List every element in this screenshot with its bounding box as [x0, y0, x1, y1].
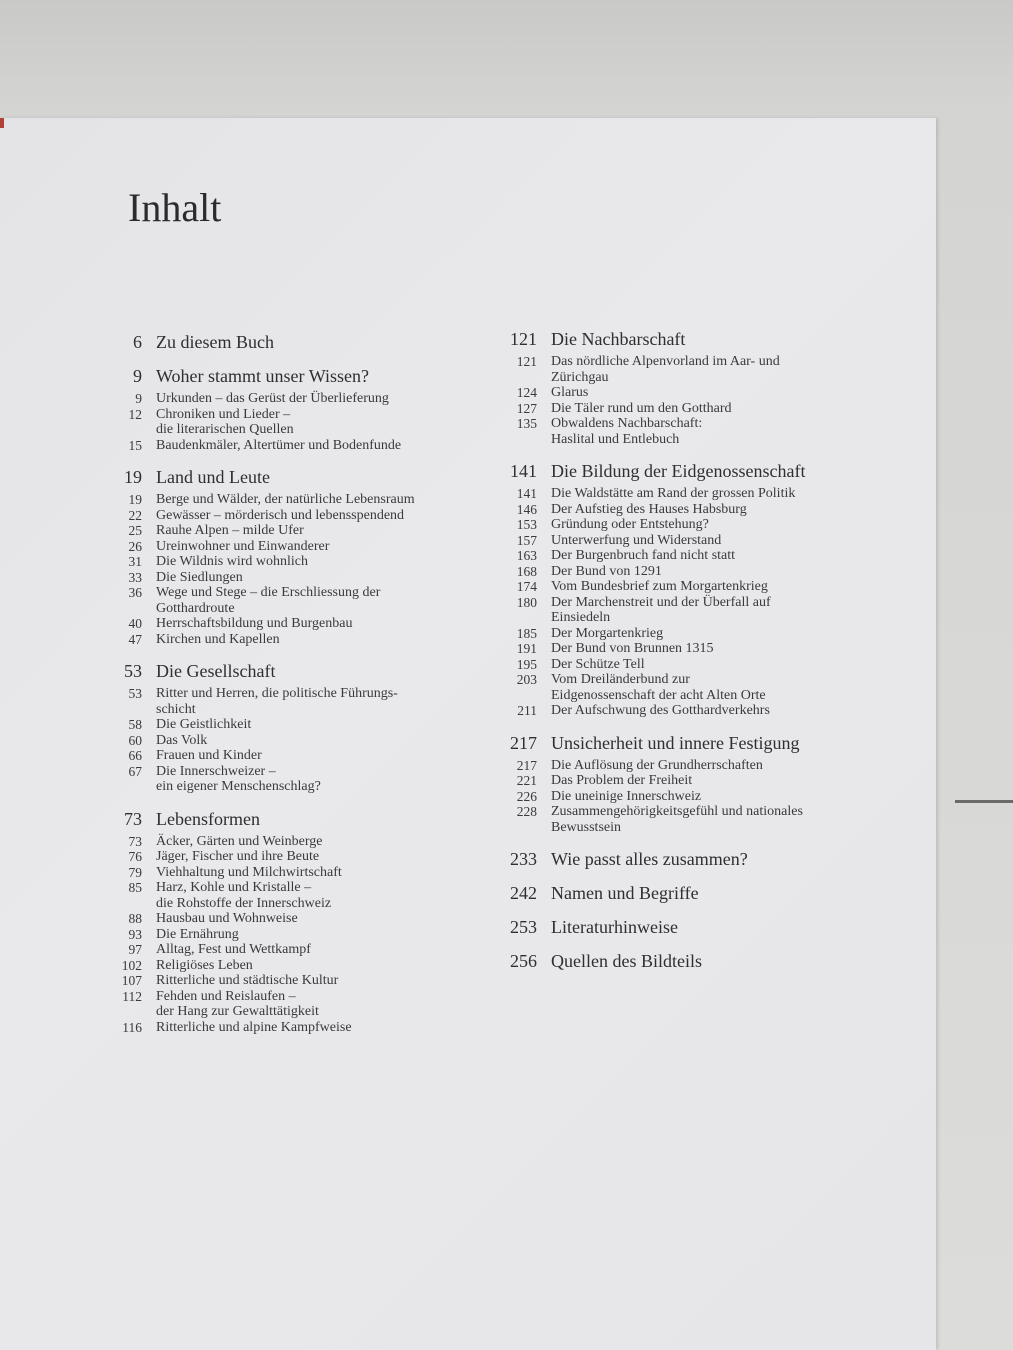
toc-entry: [507, 758, 907, 774]
section-title: Die Nachbarschaft: [551, 329, 686, 349]
entry-title: [551, 517, 907, 533]
entry-line: Das nördliche Alpenvorland im Aar- und: [551, 354, 780, 369]
entry-page-number: 127: [516, 400, 537, 416]
entry-page-number: 157: [516, 532, 537, 548]
toc-entry: [112, 989, 492, 1020]
section-title: Die Bildung der Eidgenossenschaft: [551, 461, 806, 481]
entry-title: [551, 626, 907, 642]
page-edge-line: [955, 800, 1013, 803]
toc-section: [112, 366, 492, 453]
toc-section: [112, 332, 492, 352]
entry-title: [156, 849, 492, 865]
toc-entry: [112, 492, 492, 508]
entry-page-number: 211: [517, 703, 537, 718]
section-heading: [507, 951, 907, 971]
toc-entry: [507, 416, 907, 447]
entry-page-number: 47: [128, 631, 142, 647]
entry-line: Herrschaftsbildung und Burgenbau: [156, 616, 353, 631]
entry-line: Äcker, Gärten und Weinberge: [156, 833, 323, 849]
toc-entry: [507, 579, 907, 595]
entry-page-number: 124: [516, 385, 537, 400]
entry-page-number: 195: [516, 656, 537, 672]
toc-entry: [112, 764, 492, 795]
entry-line: Der Bund von 1291: [551, 563, 662, 579]
entry-page-number: 102: [121, 957, 142, 973]
entry-line: Rauhe Alpen – milde Ufer: [156, 523, 304, 538]
toc-section: [507, 883, 907, 903]
entry-title: [156, 570, 492, 586]
entry-line: schicht: [156, 701, 196, 717]
entry-line: Gewässer – mörderisch und lebensspendend: [156, 507, 405, 523]
entry-title: [551, 773, 907, 789]
entry-title: [156, 686, 492, 717]
section-heading: [112, 809, 492, 829]
toc-entry: [112, 570, 492, 586]
toc-entry: [507, 773, 907, 789]
entry-page-number: 85: [128, 880, 142, 895]
toc-entry: [112, 632, 492, 648]
toc-entry: [112, 585, 492, 616]
entry-line: Fehden und Reislaufen –: [156, 988, 296, 1004]
section-heading: [507, 733, 907, 753]
section-title: Wie passt alles zusammen?: [551, 849, 748, 869]
entry-page-number: 116: [122, 1019, 142, 1035]
section-page-number: 53: [124, 661, 142, 681]
toc-entry: [507, 564, 907, 580]
entry-title: [551, 703, 907, 719]
toc-entry: [112, 865, 492, 881]
section-heading: [507, 917, 907, 937]
section-title: Woher stammt unser Wissen?: [156, 366, 369, 386]
toc-entry: [112, 973, 492, 989]
section-title: Zu diesem Buch: [156, 332, 274, 352]
entry-line: Frauen und Kinder: [156, 748, 262, 763]
section-heading: [112, 366, 492, 386]
entry-title: [156, 958, 492, 974]
entry-title: [156, 554, 492, 570]
page-spine-mark: [0, 118, 4, 128]
toc-entry: [507, 789, 907, 805]
toc-section: [112, 809, 492, 1036]
entry-page-number: 9: [135, 391, 142, 406]
toc-entry: [507, 804, 907, 835]
entry-title: [156, 764, 492, 795]
entry-line: Glarus: [551, 385, 589, 400]
entry-page-number: 12: [128, 406, 142, 422]
section-heading: [112, 467, 492, 487]
toc-entry: [507, 641, 907, 657]
section-page-number: 217: [510, 732, 537, 753]
section-heading: [507, 461, 907, 481]
toc-entry: [507, 354, 907, 385]
toc-entry: [112, 508, 492, 524]
entry-line: Gotthardroute: [156, 600, 235, 616]
section-page-number: 233: [510, 849, 537, 869]
entry-line: Ritterliche und alpine Kampfweise: [156, 1019, 352, 1035]
entry-line: Die uneinige Innerschweiz: [551, 788, 702, 804]
entry-line: Vom Bundesbrief zum Morgartenkrieg: [551, 579, 768, 594]
entry-line: Das Volk: [156, 732, 208, 748]
toc-entry: [507, 657, 907, 673]
entry-line: Einsiedeln: [551, 610, 611, 625]
section-heading: [507, 329, 907, 349]
toc-section: [507, 951, 907, 971]
toc-entry: [112, 748, 492, 764]
entry-page-number: 31: [128, 554, 142, 569]
section-page-number: 19: [124, 467, 142, 487]
entry-line: Haslital und Entlebuch: [551, 431, 680, 447]
entry-line: ein eigener Menschenschlag?: [156, 779, 321, 794]
entry-title: [156, 865, 492, 881]
section-heading: [507, 883, 907, 903]
section-heading: [112, 661, 492, 681]
toc-entry: [507, 502, 907, 518]
section-page-number: 141: [510, 461, 537, 481]
entry-title: [551, 502, 907, 518]
entry-page-number: 141: [516, 486, 537, 501]
entry-page-number: 121: [516, 354, 537, 369]
entry-page-number: 153: [516, 517, 537, 532]
entry-page-number: 40: [128, 616, 142, 631]
toc-entry: [112, 539, 492, 555]
entry-title: [156, 438, 492, 454]
toc-section: [507, 329, 907, 447]
entry-title: [551, 657, 907, 673]
toc-entry: [112, 911, 492, 927]
entry-line: Ritterliche und städtische Kultur: [156, 973, 339, 988]
entry-line: Die Wildnis wird wohnlich: [156, 554, 308, 569]
entry-title: [551, 789, 907, 805]
entry-line: Das Problem der Freiheit: [551, 773, 693, 788]
toc-entry: [112, 616, 492, 632]
entry-page-number: 58: [128, 717, 142, 732]
section-page-number: 9: [133, 366, 142, 386]
entry-line: Unterwerfung und Widerstand: [551, 532, 722, 548]
entry-line: Chroniken und Lieder –: [156, 406, 291, 422]
entry-title: [551, 401, 907, 417]
entry-title: [156, 632, 492, 648]
entry-line: Jäger, Fischer und ihre Beute: [156, 849, 320, 864]
entry-line: Alltag, Fest und Wettkampf: [156, 942, 311, 957]
toc-entry: [507, 626, 907, 642]
entry-page-number: 53: [128, 686, 142, 701]
section-heading: [112, 332, 492, 352]
entry-title: [156, 391, 492, 407]
entry-title: [551, 416, 907, 447]
entry-line: Kirchen und Kapellen: [156, 631, 280, 647]
toc-entry: [112, 849, 492, 865]
toc-entry: [507, 401, 907, 417]
toc-entry: [112, 958, 492, 974]
toc-entry: [112, 438, 492, 454]
entry-page-number: 97: [128, 942, 142, 957]
entry-page-number: 60: [128, 732, 142, 748]
entry-title: [156, 1020, 492, 1036]
section-page-number: 242: [510, 883, 537, 903]
entry-line: Eidgenossenschaft der acht Alten Orte: [551, 687, 766, 703]
entry-line: Der Marchenstreit und der Überfall auf: [551, 594, 771, 610]
entry-title: [156, 927, 492, 943]
toc-entry: [112, 834, 492, 850]
entry-page-number: 146: [516, 501, 537, 517]
toc-column-right: [507, 329, 907, 971]
toc-entry: [507, 672, 907, 703]
entry-title: [551, 804, 907, 835]
entry-page-number: 135: [516, 416, 537, 431]
toc-entry: [112, 554, 492, 570]
entry-title: [156, 748, 492, 764]
entry-title: [156, 539, 492, 555]
toc-entry: [507, 548, 907, 564]
entry-line: Der Aufschwung des Gotthardverkehrs: [551, 703, 770, 718]
toc-entry: [112, 717, 492, 733]
entry-line: Die Täler rund um den Gotthard: [551, 400, 732, 416]
toc-entry: [507, 517, 907, 533]
entry-line: Harz, Kohle und Kristalle –: [156, 880, 312, 895]
entry-line: Der Aufstieg des Hauses Habsburg: [551, 501, 747, 517]
entry-line: Hausbau und Wohnweise: [156, 911, 298, 926]
entry-page-number: 79: [128, 864, 142, 880]
entry-line: Gründung oder Entstehung?: [551, 517, 709, 532]
toc-entry: [507, 595, 907, 626]
entry-page-number: 168: [516, 563, 537, 579]
entry-title: [156, 585, 492, 616]
section-title: Die Gesellschaft: [156, 661, 276, 681]
entry-page-number: 107: [121, 973, 142, 988]
toc-entry: [507, 703, 907, 719]
entry-line: Urkunden – das Gerüst der Überlieferung: [156, 391, 389, 406]
entry-page-number: 26: [128, 538, 142, 554]
section-title: Namen und Begriffe: [551, 883, 699, 903]
toc-entry: [112, 407, 492, 438]
entry-title: [551, 533, 907, 549]
section-title: Land und Leute: [156, 467, 270, 487]
entry-title: [156, 616, 492, 632]
entry-page-number: 221: [516, 773, 537, 788]
section-title: Unsicherheit und innere Festigung: [551, 732, 800, 753]
entry-page-number: 228: [516, 804, 537, 819]
entry-title: [156, 942, 492, 958]
entry-line: Bewusstsein: [551, 819, 621, 835]
toc-section: [507, 849, 907, 869]
entry-page-number: 93: [128, 926, 142, 942]
toc-entry: [507, 533, 907, 549]
entry-title: [156, 717, 492, 733]
entry-line: Baudenkmäler, Altertümer und Bodenfunde: [156, 437, 402, 453]
entry-title: [551, 641, 907, 657]
entry-page-number: 33: [128, 569, 142, 585]
entry-line: Berge und Wälder, der natürliche Lebensraum: [156, 492, 415, 507]
toc-entry: [507, 385, 907, 401]
section-title: Lebensformen: [156, 808, 260, 829]
toc-entry: [112, 942, 492, 958]
section-page-number: 73: [124, 808, 142, 829]
entry-title: [156, 911, 492, 927]
toc-entry: [112, 686, 492, 717]
entry-page-number: 226: [516, 788, 537, 804]
entry-title: [551, 354, 907, 385]
entry-line: Wege und Stege – die Erschliessung der: [156, 585, 381, 600]
entry-page-number: 180: [516, 594, 537, 610]
entry-line: Obwaldens Nachbarschaft:: [551, 416, 703, 431]
entry-line: Der Burgenbruch fand nicht statt: [551, 548, 736, 563]
entry-page-number: 191: [516, 641, 537, 656]
entry-line: die literarischen Quellen: [156, 422, 294, 437]
entry-line: der Hang zur Gewalttätigkeit: [156, 1004, 319, 1019]
section-page-number: 121: [510, 329, 537, 349]
entry-line: Viehhaltung und Milchwirtschaft: [156, 864, 342, 880]
toc-section: [507, 461, 907, 719]
entry-page-number: 25: [128, 523, 142, 538]
entry-title: [156, 880, 492, 911]
entry-page-number: 185: [516, 625, 537, 641]
entry-page-number: 66: [128, 748, 142, 763]
entry-line: Die Innerschweizer –: [156, 763, 276, 779]
entry-line: Die Ernährung: [156, 926, 239, 942]
section-page-number: 6: [133, 332, 142, 352]
entry-line: Die Waldstätte am Rand der grossen Politik: [551, 486, 796, 501]
toc-entry: [112, 391, 492, 407]
toc-column-left: [112, 332, 492, 1035]
entry-page-number: 174: [516, 579, 537, 594]
entry-title: [156, 834, 492, 850]
entry-page-number: 73: [128, 833, 142, 849]
entry-line: Ritter und Herren, die politische Führungs-: [156, 686, 398, 701]
section-title: Quellen des Bildteils: [551, 951, 702, 971]
toc-entry: [112, 927, 492, 943]
entry-line: Die Siedlungen: [156, 569, 243, 585]
toc-section: [507, 917, 907, 937]
entry-page-number: 19: [128, 492, 142, 507]
entry-page-number: 163: [516, 548, 537, 563]
entry-line: Ureinwohner und Einwanderer: [156, 538, 330, 554]
section-page-number: 256: [510, 951, 537, 971]
entry-title: [551, 486, 907, 502]
entry-title: [156, 973, 492, 989]
entry-page-number: 36: [128, 585, 142, 600]
section-page-number: 253: [510, 917, 537, 937]
page-title: Inhalt: [128, 185, 222, 230]
toc-section: [507, 733, 907, 836]
toc-entry: [112, 523, 492, 539]
entry-line: Zürichgau: [551, 369, 609, 385]
entry-title: [551, 579, 907, 595]
toc-entry: [112, 733, 492, 749]
entry-title: [551, 385, 907, 401]
entry-line: Die Geistlichkeit: [156, 717, 252, 732]
entry-title: [551, 672, 907, 703]
entry-page-number: 22: [128, 507, 142, 523]
toc-entry: [507, 486, 907, 502]
entry-title: [156, 407, 492, 438]
entry-title: [156, 523, 492, 539]
entry-title: [551, 595, 907, 626]
section-heading: [507, 849, 907, 869]
entry-title: [156, 733, 492, 749]
entry-title: [156, 492, 492, 508]
entry-page-number: 112: [122, 988, 142, 1004]
entry-page-number: 67: [128, 763, 142, 779]
entry-page-number: 76: [128, 849, 142, 864]
entry-title: [551, 564, 907, 580]
entry-title: [551, 758, 907, 774]
toc-entry: [112, 1020, 492, 1036]
toc-entry: [112, 880, 492, 911]
toc-section: [112, 661, 492, 795]
entry-line: Die Auflösung der Grundherrschaften: [551, 757, 763, 773]
entry-line: Zusammengehörigkeitsgefühl und nationales: [551, 804, 803, 819]
entry-line: Der Morgartenkrieg: [551, 625, 664, 641]
entry-title: [156, 989, 492, 1020]
section-title: Literaturhinweise: [551, 917, 678, 937]
entry-line: Religiöses Leben: [156, 957, 253, 973]
entry-line: die Rohstoffe der Innerschweiz: [156, 895, 332, 911]
entry-line: Der Schütze Tell: [551, 656, 645, 672]
entry-page-number: 88: [128, 911, 142, 926]
entry-page-number: 203: [516, 672, 537, 687]
entry-page-number: 15: [128, 437, 142, 453]
toc-section: [112, 467, 492, 647]
entry-page-number: 217: [516, 757, 537, 773]
entry-line: Vom Dreiländerbund zur: [551, 672, 690, 687]
entry-title: [156, 508, 492, 524]
entry-title: [551, 548, 907, 564]
entry-line: Der Bund von Brunnen 1315: [551, 641, 714, 656]
